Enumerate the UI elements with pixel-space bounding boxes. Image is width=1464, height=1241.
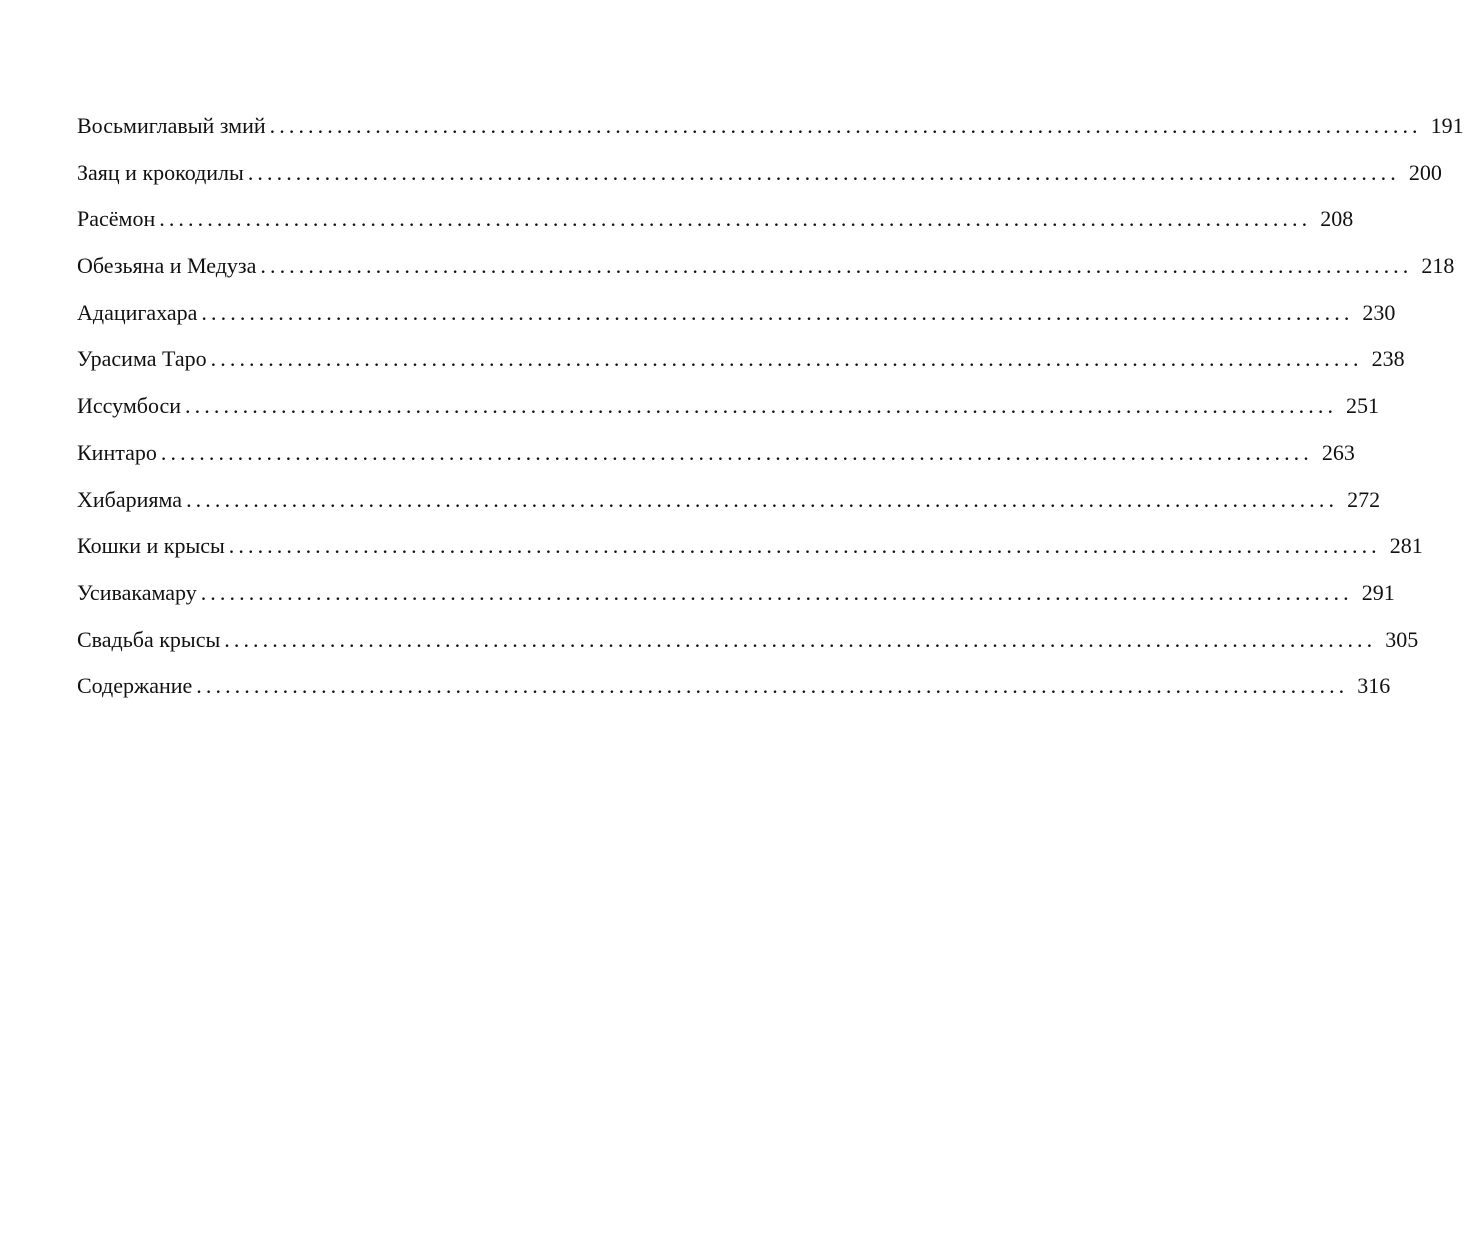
toc-entry	[77, 670, 1391, 717]
dot-leader: ........................................................................................................................	[185, 393, 1338, 419]
toc-entry-title: Кинтаро	[77, 439, 157, 465]
toc-entry-title: Заяц и крокодилы	[77, 159, 244, 185]
toc-entry-page: 251	[1346, 393, 1380, 419]
toc-entry-page: 305	[1385, 626, 1419, 652]
dot-leader: ........................................................................................................................	[224, 626, 1377, 652]
toc-entry-page: 218	[1421, 253, 1455, 279]
dot-leader: ........................................................................................................................	[200, 579, 1353, 605]
table-of-contents	[77, 110, 1464, 717]
toc-entry	[77, 624, 1419, 671]
toc-entry-page: 230	[1362, 299, 1396, 325]
toc-entry-page: 272	[1347, 486, 1381, 512]
toc-entry-page: 200	[1408, 159, 1442, 185]
toc-entry-page: 316	[1357, 673, 1391, 699]
toc-entry	[77, 484, 1381, 531]
dot-leader: ........................................................................................................................	[159, 206, 1312, 232]
toc-entry	[77, 203, 1354, 250]
toc-entry-page: 263	[1321, 439, 1355, 465]
toc-entry-page: 291	[1361, 579, 1395, 605]
toc-entry-title: Усивакамару	[77, 579, 197, 605]
dot-leader: ........................................................................................................................	[186, 486, 1339, 512]
toc-entry-title: Расёмон	[77, 206, 156, 232]
dot-leader: ........................................................................................................................	[210, 346, 1363, 372]
toc-entry-page: 208	[1320, 206, 1354, 232]
dot-leader: ........................................................................................................................	[160, 439, 1313, 465]
toc-entry-title: Восьмиглавый змий	[77, 113, 266, 138]
toc-entry-page: 281	[1389, 533, 1423, 559]
toc-entry	[77, 343, 1405, 390]
toc-entry	[77, 157, 1442, 204]
toc-entry-title: Хибарияма	[77, 486, 183, 512]
dot-leader: ........................................................................................................................	[196, 673, 1349, 699]
toc-entry	[77, 530, 1423, 577]
dot-leader: ........................................................................................................................	[247, 159, 1400, 185]
dot-leader: ........................................................................................................................	[260, 253, 1413, 279]
toc-entry-title: Обезьяна и Медуза	[77, 253, 257, 279]
toc-entry	[77, 437, 1355, 484]
toc-entry-page: 238	[1371, 346, 1405, 372]
toc-entry	[77, 577, 1395, 624]
toc-entry	[77, 390, 1380, 437]
dot-leader: ........................................................................................................................	[269, 113, 1422, 138]
toc-entry-title: Кошки и крысы	[77, 533, 225, 559]
dot-leader: ........................................................................................................................	[228, 533, 1381, 559]
toc-entry-page: 191	[1430, 113, 1464, 138]
toc-entry	[77, 110, 1464, 157]
toc-entry-title: Иссумбоси	[77, 393, 182, 419]
toc-entry-title: Адацигахара	[77, 299, 198, 325]
toc-entry-title: Содержание	[77, 673, 193, 699]
toc-entry-title: Урасима Таро	[77, 346, 207, 372]
toc-entry	[77, 297, 1396, 344]
dot-leader: ........................................................................................................................	[201, 299, 1354, 325]
toc-entry-title: Свадьба крысы	[77, 626, 221, 652]
toc-entry	[77, 250, 1455, 297]
